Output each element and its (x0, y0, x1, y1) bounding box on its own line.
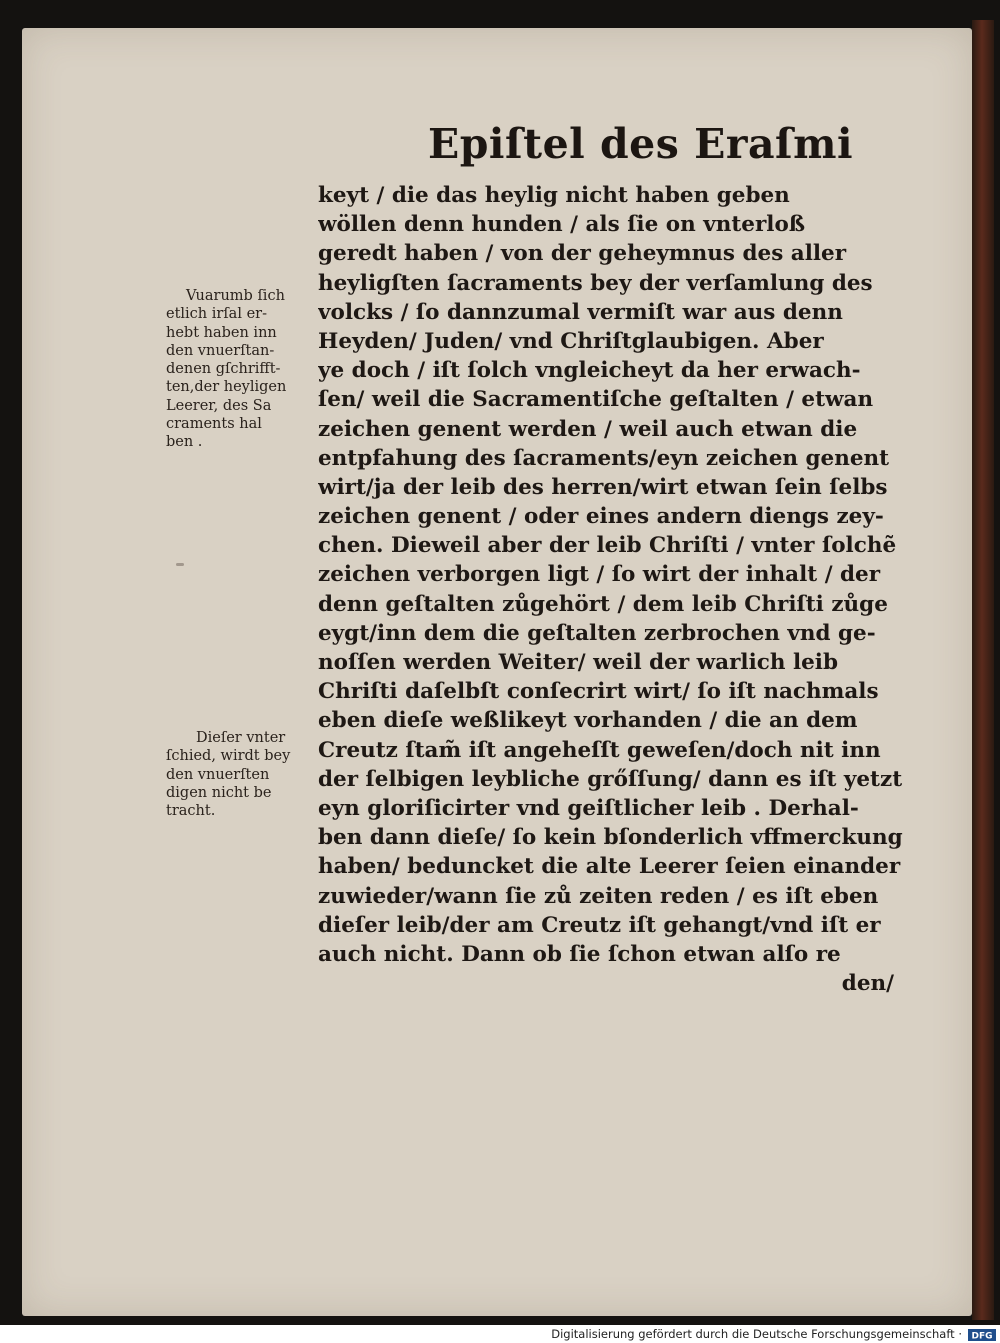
digitization-credit-bar (0, 1325, 1000, 1343)
margin-note-line: Dieſer vnter (196, 730, 286, 746)
body-line: zeichen genent werden / weil auch etwan die (318, 416, 858, 442)
body-line: heyligſten ſacraments bey der verſamlung des (318, 270, 873, 296)
body-line: denn geſtalten zůgehört / dem leib Chriſti zůge (318, 591, 888, 617)
body-line: ben dann dieſe/ ſo kein bſonderlich vffmerckung (318, 825, 903, 851)
body-line: noſſen werden Weiter/ weil der warlich leib (318, 650, 839, 675)
margin-note-2 (166, 729, 314, 820)
margin-note-line: denen gſchrifft- (166, 361, 281, 378)
body-line: wöllen denn hunden / als ſie on vnterloß (318, 212, 806, 238)
dfg-logo-text: DFG (971, 1331, 993, 1341)
body-line: auch nicht. Dann ob ſie ſchon etwan alſo re (318, 941, 841, 967)
margin-note-line: etlich irſal er- (166, 306, 267, 323)
margin-note-line: den vnuerſten (166, 766, 270, 783)
margin-note-line: den vnuerſtan- (166, 342, 275, 359)
margin-note-line: ten,der heyligen (166, 379, 287, 396)
dfg-logo-icon (968, 1329, 996, 1341)
body-line: eben dieſe weßlikeyt vorhanden / die an dem (318, 708, 858, 734)
margin-note-line: craments hal (166, 416, 262, 433)
body-line: volcks / ſo dannzumal vermiſt war aus denn (318, 299, 843, 325)
body-line: eyn gloriſicirter vnd geiſtlicher leib . Derhal- (318, 795, 859, 821)
body-line: dieſer leib/der am Creutz iſt gehangt/vnd iſt er (318, 912, 881, 938)
body-line: Chriſti daſelbſt conſecrirt wirt/ ſo iſt nachmals (318, 679, 879, 705)
margin-note-1 (166, 287, 314, 452)
margin-note-line: Vuarumb ſich (186, 288, 285, 304)
body-line: wirt/ja der leib des herren/wirt etwan ſein ſelbs (318, 474, 888, 500)
body-line: Creutz ſtam̃ iſt angeheſſt geweſen/doch nit inn (318, 737, 881, 763)
margin-note-line: hebt haben inn (166, 324, 277, 341)
margin-note-line: tracht. (166, 803, 216, 820)
credit-text: Digitalisierung gefördert durch die Deutsche Forschungsgemeinschaft · (551, 1327, 962, 1341)
body-line: keyt / die das heylig nicht haben geben (318, 183, 790, 208)
body-line: der ſelbigen leybliche grőſſung/ dann es iſt yetzt (318, 766, 903, 792)
margin-note-line: ſchied, wirdt bey (166, 748, 291, 765)
book-binding-edge (972, 20, 994, 1320)
body-line: Heyden/ Juden/ vnd Chriſtglaubigen. Aber (318, 328, 824, 354)
body-line: geredt haben / von der geheymnus des aller (318, 241, 847, 267)
body-line: entpfahung des ſacraments/eyn zeichen genent (318, 445, 890, 471)
margin-note-line: Leerer, des Sa (166, 397, 272, 414)
body-line: zeichen verborgen ligt / ſo wirt der inhalt / der (318, 562, 881, 588)
body-line: eygt/inn dem die geſtalten zerbrochen vnd ge- (318, 620, 876, 646)
body-text (318, 181, 908, 998)
body-line: zeichen genent / oder eines andern diengs zey- (318, 504, 884, 530)
catchword: den/ (841, 971, 894, 997)
margin-note-line: ben . (166, 434, 203, 451)
margin-note-line: digen nicht be (166, 784, 272, 801)
body-line: zuwieder/wann ſie zů zeiten reden / es iſt eben (318, 883, 879, 909)
body-line: ye doch / iſt ſolch vngleicheyt da her erwach- (318, 358, 861, 384)
page-heading: Epiſtel des Eraſmi (428, 120, 854, 168)
body-line: haben/ beduncket die alte Leerer ſeien einander (318, 854, 901, 880)
body-line: chen. Dieweil aber der leib Chriſti / vnter ſolchẽ (318, 533, 897, 559)
body-line: ſen/ weil die Sacramentiſche geſtalten / etwan (318, 387, 874, 413)
ink-speck (176, 563, 184, 566)
